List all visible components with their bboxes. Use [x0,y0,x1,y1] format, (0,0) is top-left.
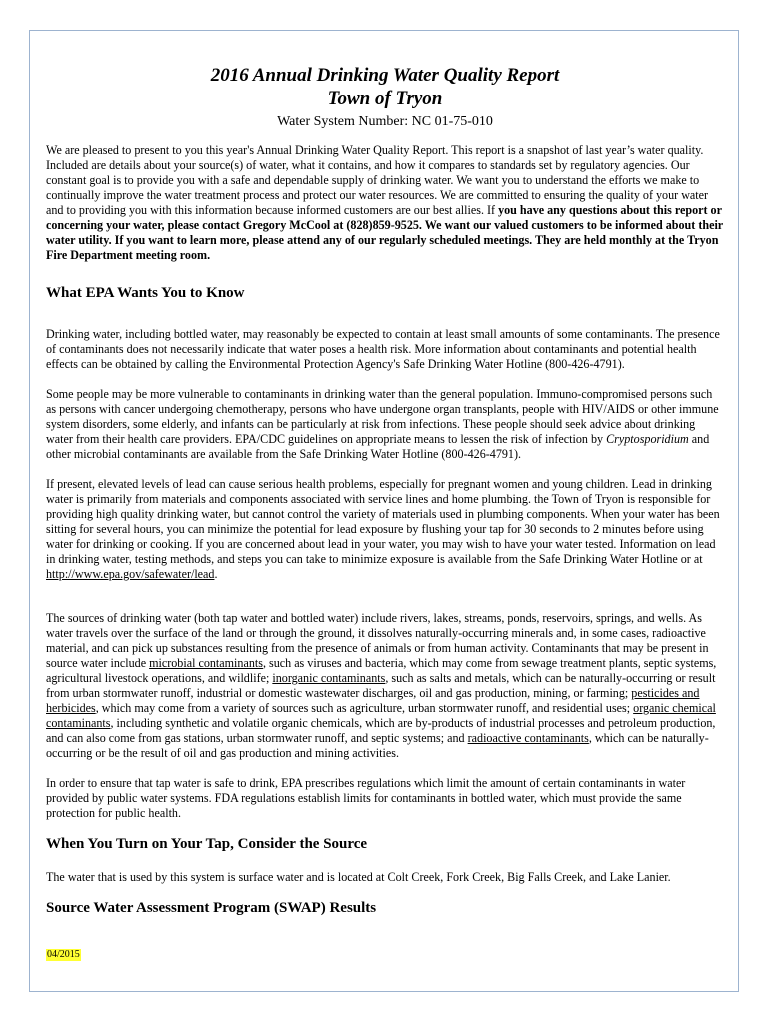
organic-chemical-term: organic chemical contaminants [46,701,716,730]
intro-bold-text: you have any questions about this report or concerning your water, please contact Gregory McCool at (828)859-9525. We want our valued customers to be informed about their water utility. If you want to learn more, please attend any of our regularly scheduled meetings. They are held monthly at the Tryon Fire Department meeting room. [46,203,723,262]
source-heading: When You Turn on Your Tap, Consider the Source [46,836,368,852]
document-page [29,30,739,992]
sources-text-4: , which may come from a variety of sources such as agriculture, urban stormwater runoff, and residential uses; [95,701,634,715]
epa-p2-text: Some people may be more vulnerable to contaminants in drinking water than the general population. Immuno-compromised persons such as persons with cancer undergoing chemotherapy, persons who have undergone organ transplants, people with HIV/AIDS or other immune system disorders, some elderly, and infants can be particularly at risk from infections. These people should seek advice about drinking water from their health care providers. EPA/CDC guidelines on appropriate means to lessen the risk of infection by [46,387,719,446]
sources-text-6: , which can be naturally-occurring or be the result of oil and gas production and mining activities. [46,731,709,760]
intro-text: We are pleased to present to you this year's Annual Drinking Water Quality Report. This report is a snapshot of last year’s water quality. Included are details about your source(s) of water, what it contains, and how it compares to standards set by regulatory agencies. Our constant goal is to provide you with a safe and dependable supply of drinking water. We want you to understand the efforts we make to continually improve the water treatment process and protect our water resources. We are committed to ensuring the quality of your water and to providing you with this information because informed customers are our best allies. If [46,143,709,217]
title-line-2: Town of Tryon [327,88,443,109]
system-number: Water System Number: NC 01-75-010 [277,114,493,129]
lead-paragraph [46,477,724,582]
report-title [46,64,724,110]
pesticides-herbicides-term: pesticides and herbicides [46,686,700,715]
epa-heading: What EPA Wants You to Know [46,285,245,301]
lead-text-end: . [214,567,218,581]
sources-text-2: , such as viruses and bacteria, which may come from sewage treatment plants, septic systems, agricultural livestock operations, and wildlife; [46,656,717,685]
regulations-paragraph: In order to ensure that tap water is safe to drink, EPA prescribes regulations which limit the amount of certain contaminants in water provided by public water systems. FDA regulations establish limits for contaminants in bottled water, which must provide the same protection for public health. [46,776,686,820]
title-line-1: 2016 Annual Drinking Water Quality Report [210,65,560,86]
epa-lead-link[interactable]: http://www.epa.gov/safewater/lead [46,567,215,581]
intro-paragraph [46,143,724,263]
swap-heading: Source Water Assessment Program (SWAP) Results [46,900,377,916]
sources-paragraph [46,611,724,761]
epa-paragraph-2 [46,387,724,462]
lead-text: If present, elevated levels of lead can cause serious health problems, especially for pregnant women and young children. Lead in drinking water is primarily from materials and components associated with service lines and home plumbing. the Town of Tryon is responsible for providing high quality drinking water, but cannot control the variety of materials used in plumbing components. When your water has been sitting for several hours, you can minimize the potential for lead exposure by flushing your tap for 30 seconds to 2 minutes before using water for drinking or cooking. If you are concerned about lead in your water, you may wish to have your water tested. Information on lead in drinking water, testing methods, and steps you can take to minimize exposure is available from the Safe Drinking Water Hotline or at [46,477,720,566]
microbial-contaminants-term: microbial contaminants [149,656,263,670]
epa-paragraph-1: Drinking water, including bottled water, may reasonably be expected to contain at least small amounts of some contaminants. The presence of contaminants does not necessarily indicate that water poses a health risk. More information about contaminants and potential health effects can be obtained by calling the Environmental Protection Agency's Safe Drinking Water Hotline (800-426-4791). [46,327,720,371]
footer-date: 04/2015 [47,949,80,960]
source-paragraph: The water that is used by this system is surface water and is located at Colt Creek, Fork Creek, Big Falls Creek, and Lake Lanier. [46,870,671,884]
sources-text-3: , such as salts and metals, which can be naturally-occurring or result from urban stormwater runoff, industrial or domestic wastewater discharges, oil and gas production, mining, or farming; [46,671,716,700]
document-content [46,64,724,918]
cryptosporidium-term: Cryptosporidium [606,432,689,446]
inorganic-contaminants-term: inorganic contaminants [272,671,386,685]
sources-text-5: , including synthetic and volatile organic chemicals, which are by-products of industrial processes and petroleum production, and can also come from gas stations, urban stormwater runoff, and septic systems; and [46,716,716,745]
epa-p2-text-end: and other microbial contaminants are available from the Safe Drinking Water Hotline (800-426-4791). [46,432,710,461]
radioactive-contaminants-term: radioactive contaminants [467,731,589,745]
sources-text-1: The sources of drinking water (both tap water and bottled water) include rivers, lakes, streams, ponds, reservoirs, springs, and wells. As water travels over the surface of the land or through the ground, it dissolves naturally-occurring minerals and, in some cases, radioactive material, and can pick up substances resulting from the presence of animals or from human activity. Contaminants that may be present in source water include [46,611,709,670]
